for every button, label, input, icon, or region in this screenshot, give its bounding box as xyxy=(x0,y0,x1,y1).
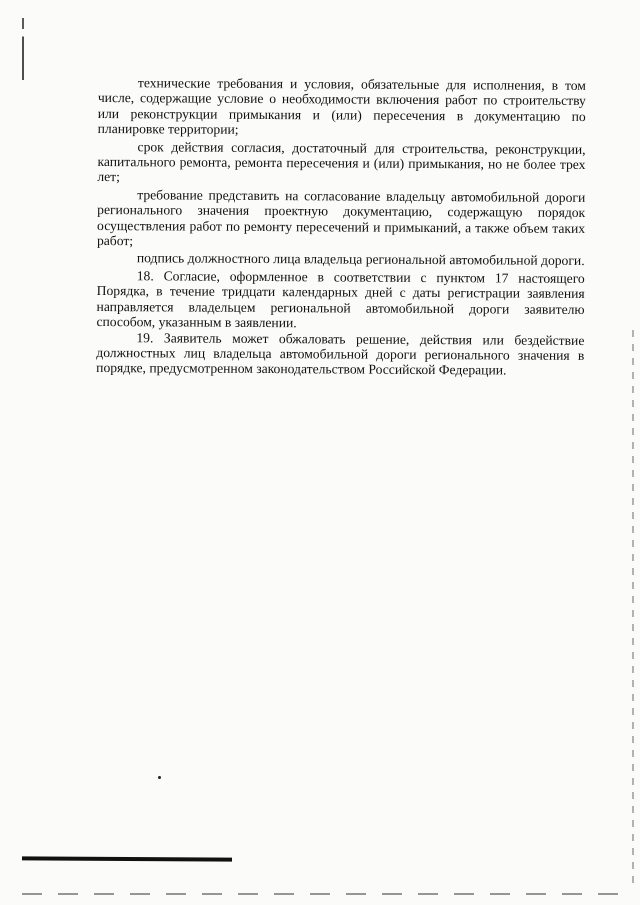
paragraph-official-signature: подпись должностного лица владельца региональной автомобильной дороги. xyxy=(136,250,585,269)
paragraph-project-documentation: требование представить на согласование владельцу автомобильной дороги регионального значения проектную документацию, содержащую порядок осуществления работ по ремонту пересечений и примыканий, а также объем таких работ; xyxy=(96,187,586,249)
paragraph-item-19: 19. Заявитель может обжаловать решение, действия или бездействие должностных лиц владельца автомобильной дороги регионального значения в порядке, предусмотренном законодательством Российской Федерации. xyxy=(96,329,585,378)
paragraph-technical-requirements: технические требования и условия, обязательные для исполнения, в том числе, содержащие условие о необходимости включения работ по строительству или реконструкции примыкания и (или) пересечения в документацию по планировке территории; xyxy=(97,75,586,138)
scan-edge-artifact xyxy=(632,330,634,890)
scan-dot-artifact xyxy=(158,776,161,779)
paragraph-item-18: 18. Согласие, оформленное в соответствии с пунктом 17 настоящего Порядка, в течение тридцати календарных дней с даты регистрации заявления направляется владельцем региональной автомобильной дороги заявителю способом, указанным в заявлении. xyxy=(96,268,585,331)
paragraph-consent-term: срок действия согласия, достаточный для строительства, реконструкции, капитального ремонта, ремонта пересечения и (или) примыкания, но не более трех лет; xyxy=(97,138,586,185)
document-body xyxy=(96,75,586,379)
scan-bottom-edge xyxy=(22,893,622,895)
scan-margin-mark xyxy=(22,18,24,80)
scan-bottom-bar xyxy=(22,856,232,861)
